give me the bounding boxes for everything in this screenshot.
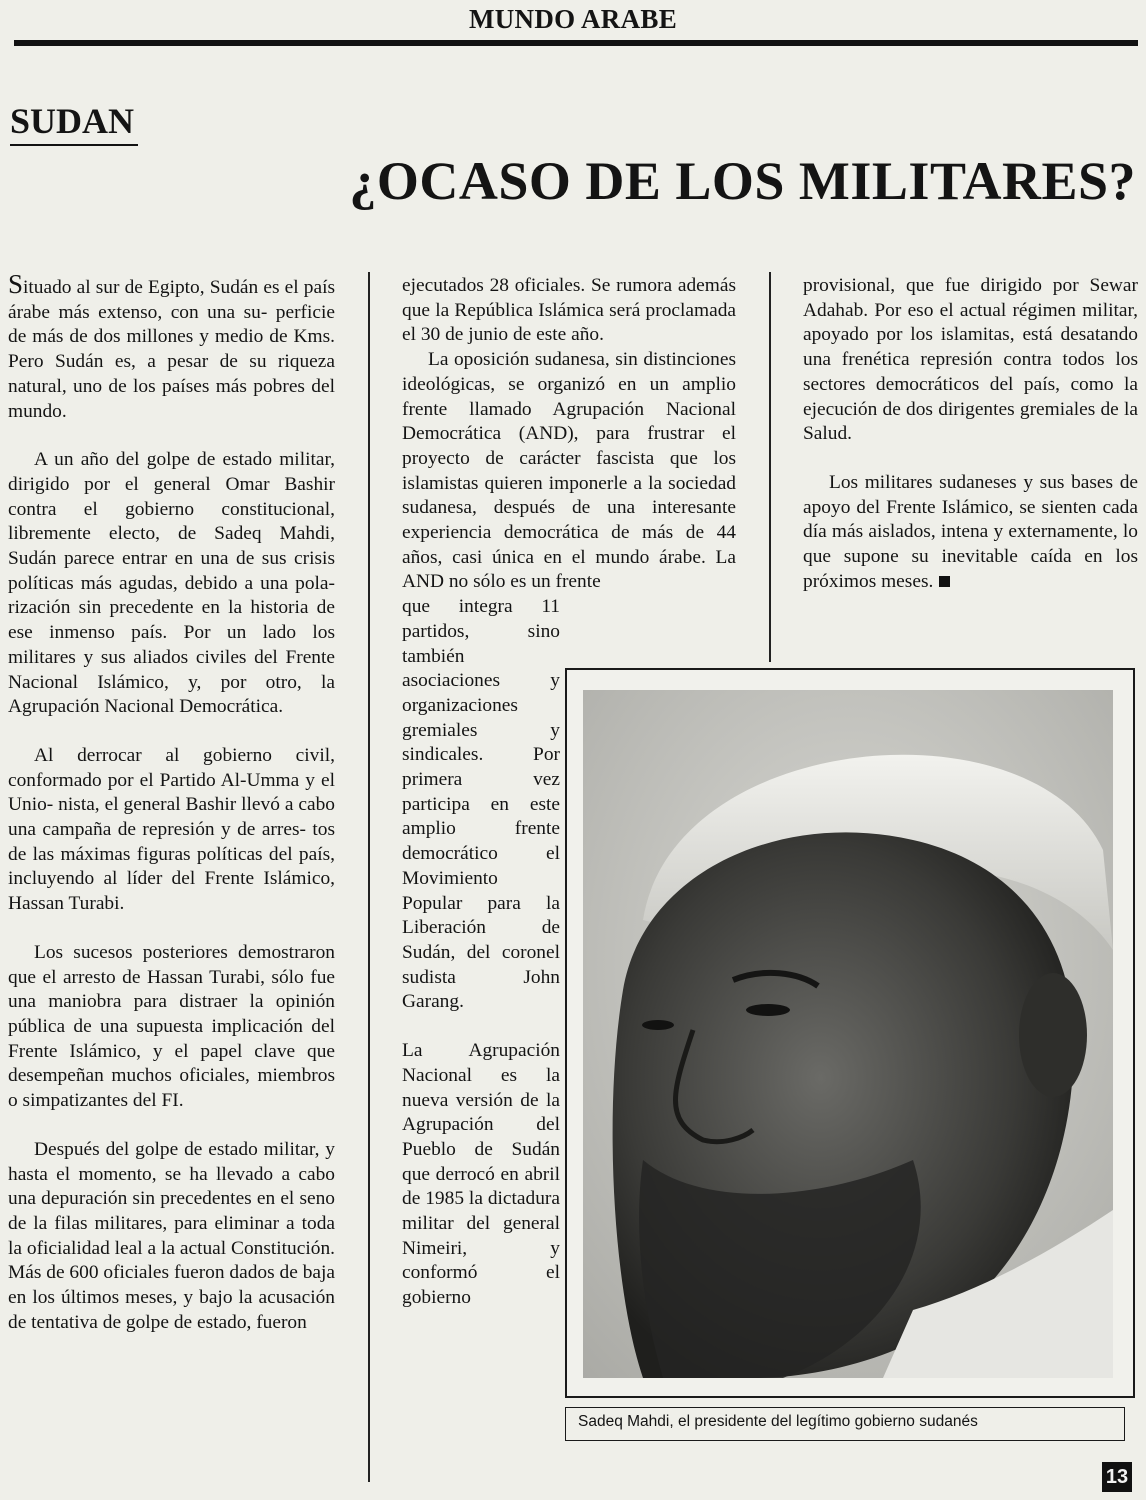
page-number: 13: [1102, 1462, 1132, 1492]
column-divider-2: [769, 272, 771, 662]
narrow-text-block: [402, 595, 560, 1311]
paragraph-2: A un año del golpe de estado militar, dirigido por el general Omar Bashir contra el gobierno constitucional, libremente electo, de Sadeq Mahdi, Sudán parece entrar en una de sus crisis políticas más agudas, debido a una pola- rización sin precedente en la historia de ese inmenso país. Por un lado los militares y sus aliados civiles del Frente Nacional Islámico, y, por otro, la Agrupación Nacional Democrática.: [8, 449, 335, 718]
article-headline: ¿OCASO DE LOS MILITARES?: [349, 151, 1136, 211]
kicker-country: SUDAN: [10, 100, 138, 146]
paragraph-10: provisional, que fue dirigido por Sewar Adahab. Por eso el actual régimen militar, apoyado por los islamitas, está desatando una frenética represión contra todos los sectores democráticos del país, como la ejecución de dos dirigentes gremiales de la Salud.: [803, 275, 1138, 445]
paragraph-9: La Agrupación Nacional es la nueva versión de la Agrupación del Pueblo de Sudán que derrocó en abril de 1985 la dictadura militar del general Nimeiri, y conformó el gobierno: [402, 1040, 560, 1309]
column-divider-1: [368, 272, 370, 1482]
column-3: [803, 274, 1138, 594]
end-mark-icon: [939, 576, 950, 587]
paragraph-11: Los militares sudaneses y sus bases de apoyo del Frente Islámico, se sienten cada día más aislados, intena y externamente, lo que supone su inevitable caída en los próximos meses.: [803, 471, 1138, 592]
paragraph-6: ejecutados 28 oficiales. Se rumora además que la República Islámica será proclamada el 30 de junio de este año.: [402, 275, 736, 346]
column-1: [8, 269, 335, 1335]
portrait-photo: [583, 690, 1113, 1378]
paragraph-3: Al derrocar al gobierno civil, conformado por el Partido Al-Umma y el Unio- nista, el general Bashir llevó a cabo una campaña de represión y de arres- tos de las máximas figuras políticas del país, incluyendo al líder del Frente Islámico, Hassan Turabi.: [8, 744, 335, 915]
photo-caption: Sadeq Mahdi, el presidente del legítimo gobierno sudanés: [565, 1407, 1125, 1441]
photo-frame: [565, 668, 1135, 1398]
header-rule: [14, 40, 1138, 46]
drop-cap: S: [8, 269, 24, 299]
portrait-illustration: [583, 690, 1113, 1378]
paragraph-5: Después del golpe de estado militar, y hasta el momento, se ha llevado a cabo una depuración sin precedentes en el seno de la filas militares, para eliminar a toda la oficialidad leal a la actual Constitución. Más de 600 oficiales fueron dados de baja en los últimos meses, y bajo la acusación de tentativa de golpe de estado, fueron: [8, 1138, 335, 1333]
paragraph-1: Situado al sur de Egipto, Sudán es el país árabe más extenso, con una su- perficie de más de dos millones y medio de Kms. Pero Sudán es, a pesar de su riqueza natural, uno de los países más pobres del mundo.: [8, 269, 335, 422]
paragraph-7: La oposición sudanesa, sin distinciones ideológicas, se organizó en un amplio frente llamado Agrupación Nacional Democrática (AND), para frustrar el proyecto de carácter fascista que los islamistas quieren imponerle a la sociedad sudanesa, después de una interesante experiencia democrática de más de 44 años, casi única en el mundo árabe. La AND no sólo es un frente: [402, 349, 736, 593]
paragraph-8: que integra 11 partidos, sino también asociaciones y organizaciones gremiales y sindicales. Por primera vez participa en este amplio frente democrático el Movimiento Popular para la Liberación de Sudán, del coronel sudista John Garang.: [402, 596, 560, 1013]
paragraph-4: Los sucesos posteriores demostraron que el arresto de Hassan Turabi, sólo fue una maniobra para distraer la opinión pública de una supuesta implicación del Frente Islámico, y el papel clave que desempeñan muchos oficiales, miembros o simpatizantes del FI.: [8, 941, 335, 1112]
section-title: MUNDO ARABE: [468, 4, 678, 34]
